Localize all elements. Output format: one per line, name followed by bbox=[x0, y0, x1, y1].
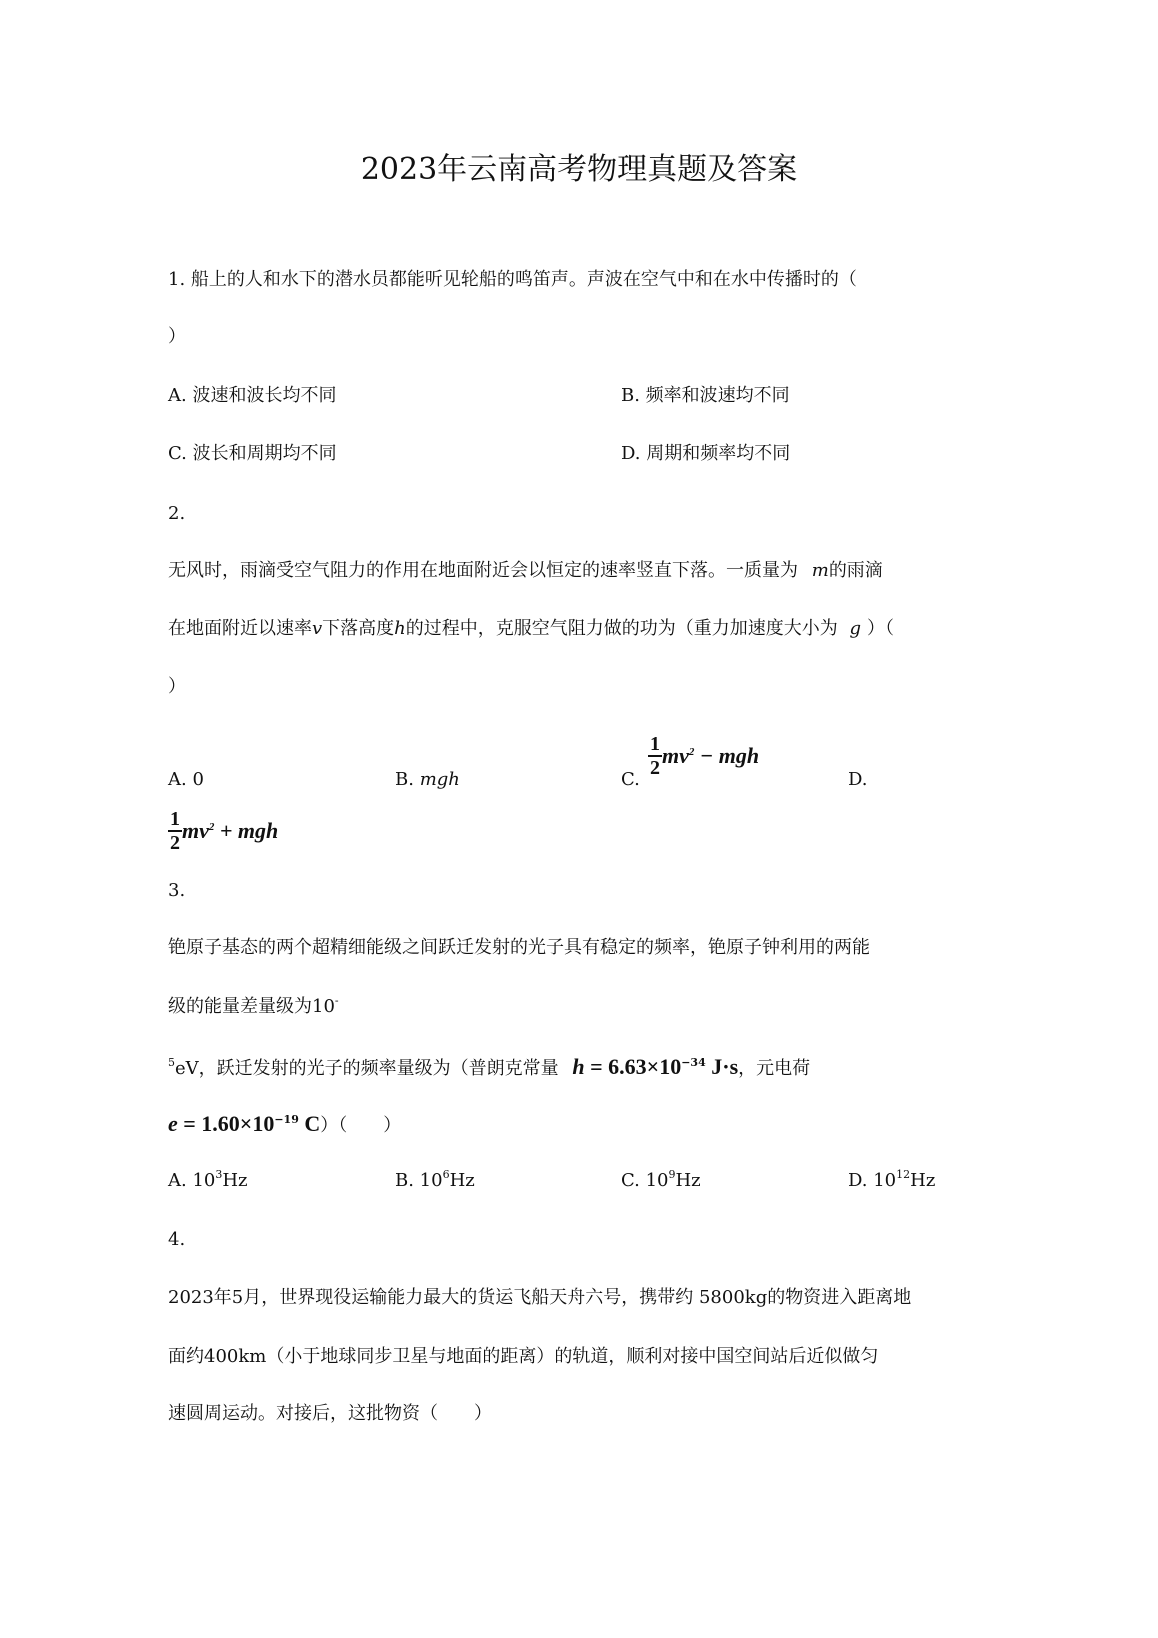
q2-line2-text-b: 下落高度 bbox=[322, 618, 395, 639]
q3-charge-exponent: −19 bbox=[274, 1113, 299, 1126]
q3-line3-superscript: 5 bbox=[168, 1056, 175, 1069]
q3-planck-symbol: h bbox=[572, 1054, 585, 1079]
q3-stem-line4 bbox=[168, 1113, 401, 1137]
q2-option-c-tail: − mgh bbox=[694, 743, 760, 768]
q3-planck-constant bbox=[572, 1054, 739, 1079]
q4-stem-line2: 面约400km（小于地球同步卫星与地面的距离）的轨道，顺利对接中国空间站后近似做匀 bbox=[168, 1346, 879, 1367]
q1-option-a: A. 波速和波长均不同 bbox=[168, 385, 337, 406]
page-title: 2023年云南高考物理真题及答案 bbox=[360, 152, 798, 187]
q3-line3-text-b: ，元电荷 bbox=[738, 1058, 811, 1079]
q3-charge-symbol: e bbox=[168, 1111, 178, 1136]
q2-option-c-mv: mv bbox=[662, 743, 689, 768]
q3-line2-superscript: - bbox=[334, 994, 339, 1007]
q2-option-c-numerator: 1 bbox=[650, 733, 660, 755]
q3-option-d-base: D. 10 bbox=[848, 1170, 897, 1191]
q2-option-d-label: D. bbox=[848, 769, 868, 790]
q3-option-b bbox=[395, 1170, 475, 1192]
q3-planck-value: = 6.63×10 bbox=[584, 1054, 682, 1079]
q2-line1-end: 的雨滴 bbox=[828, 560, 883, 581]
q1-option-d: D. 周期和频率均不同 bbox=[621, 443, 791, 464]
q2-option-c-formula bbox=[648, 733, 759, 779]
q2-line2-text-c: 的过程中，克服空气阻力做的功为（重力加速度大小为 bbox=[405, 618, 838, 639]
q2-mass-symbol: m bbox=[811, 560, 829, 581]
q2-stem-line2 bbox=[168, 618, 894, 640]
q1-stem-line1: 1. 船上的人和水下的潜水员都能听见轮船的鸣笛声。声波在空气中和在水中传播时的（ bbox=[168, 269, 857, 290]
q4-number: 4. bbox=[168, 1229, 186, 1250]
q3-planck-unit: J·s bbox=[705, 1054, 739, 1079]
q3-option-b-unit: Hz bbox=[449, 1170, 475, 1191]
q2-speed-symbol: v bbox=[312, 618, 323, 639]
q2-option-d-formula bbox=[168, 808, 278, 854]
q3-option-b-exponent: 6 bbox=[442, 1168, 450, 1181]
q3-option-b-base: B. 10 bbox=[395, 1170, 443, 1191]
q2-gravity-symbol: g bbox=[849, 618, 862, 639]
q3-charge-unit: C bbox=[298, 1111, 321, 1136]
q2-option-c-exponent: 2 bbox=[688, 746, 695, 758]
q3-stem-line1: 铯原子基态的两个超精细能级之间跃迁发射的光子具有稳定的频率，铯原子钟利用的两能 bbox=[168, 937, 870, 958]
q2-option-b-label: B. bbox=[395, 769, 414, 790]
q3-option-c-exponent: 9 bbox=[668, 1168, 676, 1181]
q2-option-c-expression bbox=[662, 743, 759, 769]
q2-option-c-fraction bbox=[648, 733, 662, 779]
q2-line1-text: 无风时，雨滴受空气阻力的作用在地面附近会以恒定的速率竖直下落。一质量为 bbox=[168, 560, 798, 581]
q3-option-d-unit: Hz bbox=[910, 1170, 936, 1191]
q2-option-d-expression bbox=[182, 818, 278, 844]
q3-option-a-unit: Hz bbox=[222, 1170, 248, 1191]
q2-line2-text-d: ）（ bbox=[867, 618, 895, 639]
q2-option-d-numerator: 1 bbox=[170, 808, 180, 830]
q2-option-b bbox=[395, 769, 460, 791]
q1-option-b: B. 频率和波速均不同 bbox=[621, 385, 790, 406]
q3-option-a-base: A. 10 bbox=[168, 1170, 216, 1191]
q2-option-b-formula: mgh bbox=[419, 769, 460, 790]
q3-option-a-exponent: 3 bbox=[215, 1168, 223, 1181]
q3-option-c-unit: Hz bbox=[675, 1170, 701, 1191]
q3-stem-line2 bbox=[168, 996, 339, 1018]
q3-option-c-base: C. 10 bbox=[621, 1170, 669, 1191]
q2-option-a: A. 0 bbox=[168, 769, 204, 790]
q3-elementary-charge bbox=[168, 1111, 321, 1136]
q2-height-symbol: h bbox=[394, 618, 406, 639]
q3-planck-exponent: −34 bbox=[681, 1056, 706, 1069]
q2-option-c-label: C. bbox=[621, 769, 640, 790]
q3-line2-text: 级的能量差量级为10 bbox=[168, 996, 335, 1017]
q2-option-d-mv: mv bbox=[182, 818, 209, 843]
q1-option-c: C. 波长和周期均不同 bbox=[168, 443, 337, 464]
q3-line3-text-a: eV，跃迁发射的光子的频率量级为（普朗克常量 bbox=[175, 1058, 559, 1079]
q2-number: 2. bbox=[168, 503, 186, 524]
q3-charge-value: = 1.60×10 bbox=[177, 1111, 275, 1136]
q3-option-c bbox=[621, 1170, 701, 1192]
q3-option-a bbox=[168, 1170, 248, 1192]
q4-stem-line3: 速圆周运动。对接后，这批物资（ ） bbox=[168, 1403, 492, 1424]
q3-option-d bbox=[848, 1170, 935, 1192]
q2-line2-text-a: 在地面附近以速率 bbox=[168, 618, 312, 639]
q2-option-d-denominator: 2 bbox=[170, 832, 180, 854]
q2-option-c-denominator: 2 bbox=[650, 757, 660, 779]
q2-stem-line3: ） bbox=[168, 676, 186, 697]
q2-option-d-exponent: 2 bbox=[208, 821, 215, 833]
q2-stem-line1 bbox=[168, 560, 883, 582]
q2-option-d-fraction bbox=[168, 808, 182, 854]
q3-number: 3. bbox=[168, 880, 186, 901]
q3-option-d-exponent: 12 bbox=[896, 1168, 911, 1181]
q4-stem-line1: 2023年5月，世界现役运输能力最大的货运飞船天舟六号，携带约 5800kg的物资进入距离地 bbox=[168, 1287, 912, 1308]
q3-line4-tail: ）（ ） bbox=[320, 1115, 402, 1136]
q1-stem-line2: ） bbox=[168, 326, 186, 347]
q2-option-d-tail: + mgh bbox=[214, 818, 279, 843]
q3-stem-line3 bbox=[168, 1056, 810, 1080]
